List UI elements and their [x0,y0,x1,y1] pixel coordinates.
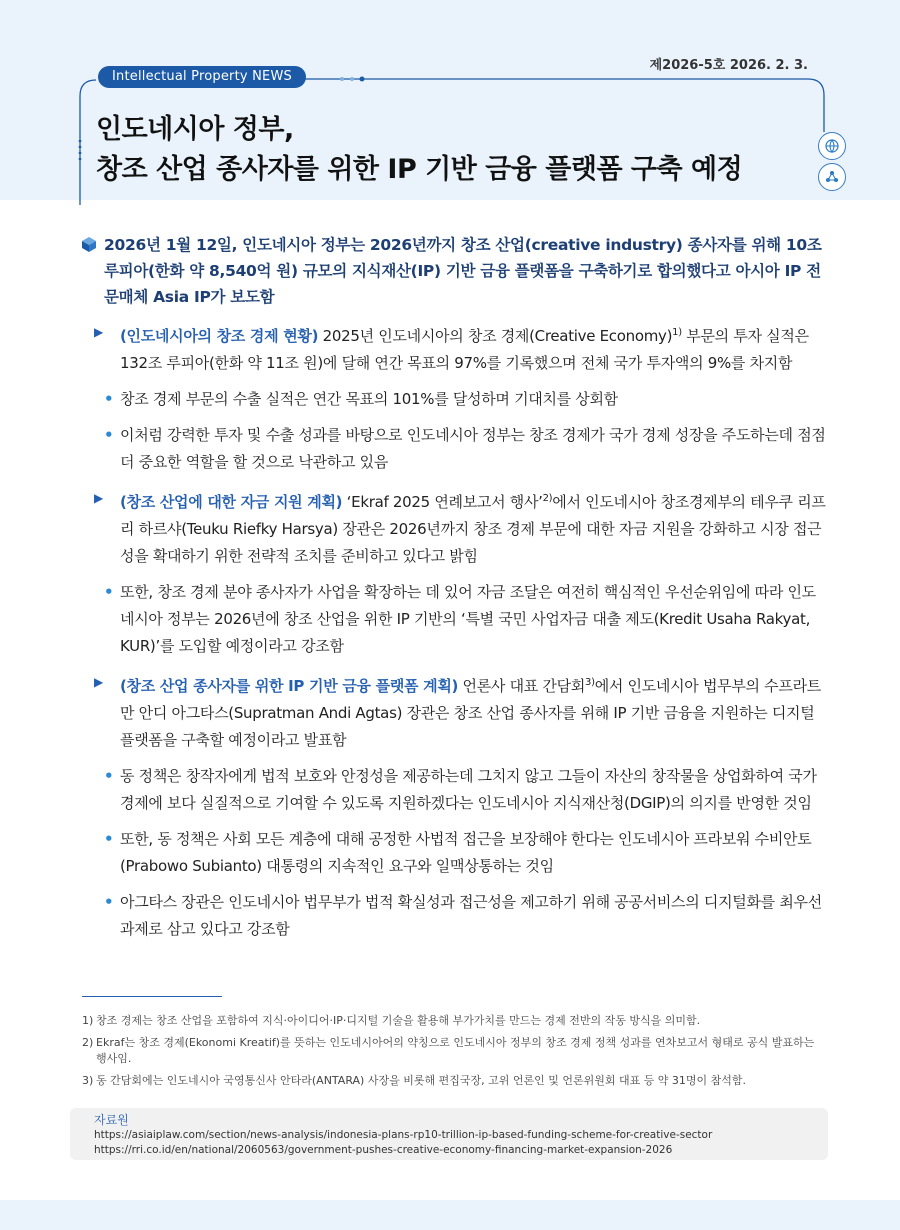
lead-paragraph [82,232,827,310]
footnote-item [82,1013,827,1029]
bullet-text: 이처럼 강력한 투자 및 수출 성과를 바탕으로 인도네시아 정부는 창조 경제가 국가 경제 성장을 주도하는데 점점 더 중요한 역할을 할 것으로 낙관하고 있음 [120,426,826,471]
dot-bullet-icon: • [104,426,114,444]
footnote-number: 1) [82,1014,94,1027]
footnote-text: 동 간담회에는 인도네시아 국영통신사 안타라(ANTARA) 사장을 비롯해 편집국장, 고위 언론인 및 언론위원회 대표 등 약 31명이 참석함. [96,1074,747,1087]
source-box [70,1108,828,1160]
triangle-bullet-icon: ▶ [94,325,103,339]
dot-bullet-icon: • [104,893,114,911]
section-text: 부문의 투자 실적은 132조 루피아(한화 약 11조 원)에 달해 연간 목표의 97%를 기록했으며 전체 국가 투자액의 9%를 차지함 [120,327,809,372]
bullet-item [82,763,827,817]
bullet-text: 아그타스 장관은 인도네시아 법무부가 법적 확실성과 접근성을 제고하기 위해 공공서비스의 디지털화를 최우선 과제로 삼고 있다고 강조함 [120,893,822,938]
title-line-2: 창조 산업 종사자를 위한 IP 기반 금융 플랫폼 구축 예정 [96,154,743,185]
bullet-text: 창조 경제 부문의 수출 실적은 연간 목표의 101%를 달성하며 기대치를 상회함 [120,390,618,408]
cube-bullet-icon [82,237,96,252]
section-text: 에서 인도네시아 법무부의 수프라트만 안디 아그타스(Supratman Andi Agtas) 장관은 창조 산업 종사자를 위해 IP 기반 금융을 지원하는 디지털 플랫폼을 구축할 예정이라고 발표함 [120,677,821,749]
lead-text: 2026년 1월 12일, 인도네시아 정부는 2026년까지 창조 산업(creative industry) 종사자를 위해 10조 루피아(한화 약 8,540억 원) 규모의 지식재산(IP) 기반 금융 플랫폼을 구축하기로 합의했다고 아시아 IP 전문매체 Asia IP가 보도함 [104,236,822,306]
footnote-item [82,1035,827,1067]
source-link[interactable]: https://asiaiplaw.com/section/news-analysis/indonesia-plans-rp10-trillion-ip-based-funding-scheme-for-creative-sector [94,1129,713,1141]
dot-bullet-icon: • [104,390,114,408]
footnote-text: Ekraf는 창조 경제(Ekonomi Kreatif)를 뜻하는 인도네시아어의 약칭으로 인도네시아 정부의 창조 경제 정책 성과를 연차보고서 형태로 공식 발표하는 행사임. [96,1036,815,1065]
section-text: 에서 인도네시아 창조경제부의 테우쿠 리프리 하르샤(Teuku Riefky Harsya) 장관은 2026년까지 창조 경제 부문에 대한 자금 지원을 강화하고 시장 접근성을 확대하기 위한 전략적 조치를 준비하고 있다고 밝힘 [120,493,826,565]
bullet-text: 동 정책은 창작자에게 법적 보호와 안정성을 제공하는데 그치지 않고 그들이 자산의 창작물을 상업화하여 국가 경제에 보다 실질적으로 기여할 수 있도록 지원하겠다는 인도네시아 지식재산청(DGIP)의 의지를 반영한 것임 [120,767,817,812]
footnote-divider [82,996,222,997]
dot-bullet-icon: • [104,583,114,601]
title-line-1: 인도네시아 정부, [96,114,294,145]
newsletter-label: Intellectual Property NEWS [98,66,306,88]
footnote-item [82,1073,827,1089]
section-3 [82,669,827,754]
bullet-text: 또한, 창조 경제 분야 종사자가 사업을 확장하는 데 있어 자금 조달은 여전히 핵심적인 우선순위임에 따라 인도네시아 정부는 2026년에 창조 산업을 위한 IP 기반의 ‘특별 국민 사업자금 대출 제도(Kredit Usaha Rakyat, KUR)’를 도입할 예정이라고 강조함 [120,583,816,655]
network-icon [818,163,846,191]
dot-bullet-icon: • [104,767,114,785]
section-heading: (창조 산업에 대한 자금 지원 계획) [120,493,343,511]
triangle-bullet-icon: ▶ [94,491,103,505]
section-text: 2025년 인도네시아의 창조 경제(Creative Economy) [318,327,673,345]
section-heading: (창조 산업 종사자를 위한 IP 기반 금융 플랫폼 계획) [120,677,459,695]
source-link[interactable]: https://rri.co.id/en/national/2060563/government-pushes-creative-economy-financing-market-expansion-2026 [94,1144,673,1156]
bullet-item [82,579,827,660]
section-text: 언론사 대표 간담회 [458,677,586,695]
footnote-text: 창조 경제는 창조 산업을 포함하여 지식·아이디어·IP·디지털 기술을 활용해 부가가치를 만드는 경제 전반의 작동 방식을 의미함. [96,1014,701,1027]
footnote-number: 2) [82,1036,94,1049]
bullet-text: 또한, 동 정책은 사회 모든 계층에 대해 공정한 사법적 접근을 보장해야 한다는 인도네시아 프라보워 수비안토(Prabowo Subianto) 대통령의 지속적인 요구와 일맥상통하는 것임 [120,830,812,875]
page-title [96,110,742,190]
footnote-number: 3) [82,1074,94,1087]
footnotes [82,1013,827,1095]
section-1 [82,319,827,377]
dot-bullet-icon: • [104,830,114,848]
section-text: ‘Ekraf 2025 연례보고서 행사’ [342,493,543,511]
footnote-ref: 2) [542,493,553,504]
issue-number: 제2026-5호 2026. 2. 3. [649,58,808,73]
footnote-ref: 3) [585,677,595,688]
globe-icon [818,132,846,160]
article-body [82,232,827,943]
triangle-bullet-icon: ▶ [94,675,103,689]
section-2 [82,485,827,570]
source-label: 자료원 [94,1113,129,1127]
bullet-item [82,386,827,413]
footnote-ref: 1) [672,327,682,338]
footer-band [0,1200,900,1230]
bullet-item [82,826,827,880]
bullet-item [82,889,827,943]
section-heading: (인도네시아의 창조 경제 현황) [120,327,319,345]
bullet-item [82,422,827,476]
